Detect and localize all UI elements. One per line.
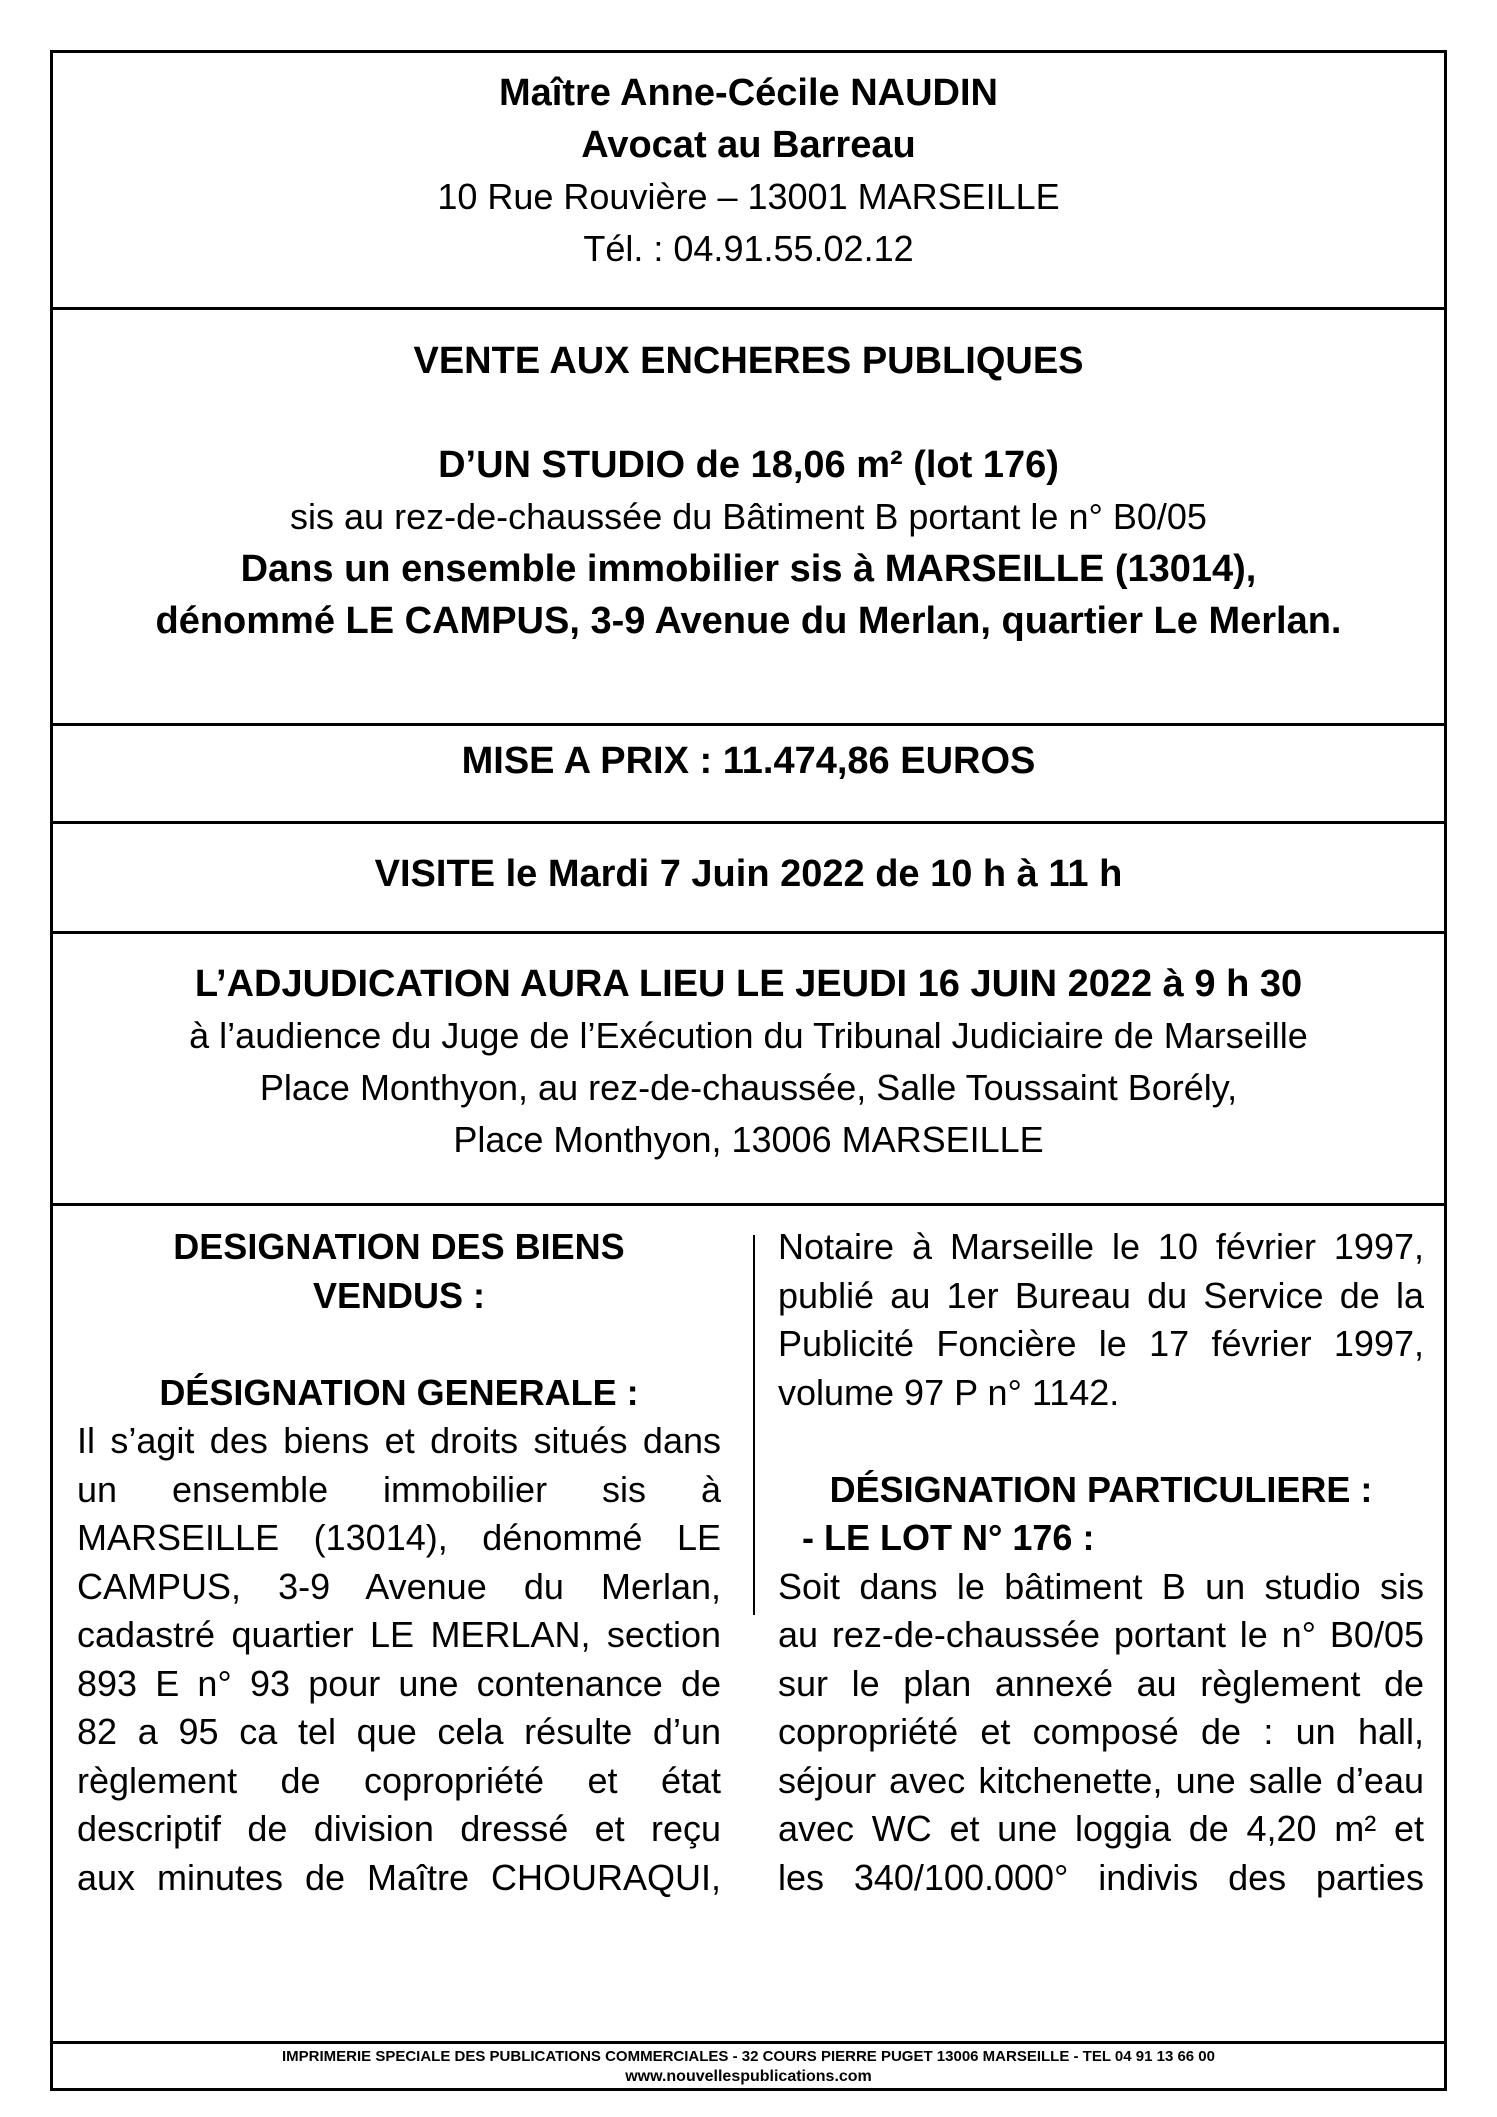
body-line: publié au 1er Bureau du Service de la [778,1274,1424,1316]
divider [53,723,1444,726]
body-line: un ensemble immobilier sis à [77,1468,721,1510]
starting-price: MISE A PRIX : 11.474,86 EUROS [461,740,1036,782]
property-location: sis au rez-de-chaussée du Bâtiment B portant le n° B0/05 [290,496,1207,537]
lawyer-name: Maître Anne-Cécile NAUDIN [498,72,998,114]
divider [53,1203,1444,1206]
left-column [77,1223,721,1902]
adjudication-section [53,958,1444,1166]
particular-designation-heading: DÉSIGNATION PARTICULIERE : [829,1468,1373,1510]
visit-section [53,848,1444,900]
sale-section [53,335,1444,647]
body-line: séjour avec kitchenette, une salle d’eau [778,1759,1424,1801]
sale-heading: VENTE AUX ENCHERES PUBLIQUES [413,340,1084,382]
divider [53,931,1444,934]
body-line: sur le plan annexé au règlement de [778,1662,1424,1704]
printer-info: IMPRIMERIE SPECIALE DES PUBLICATIONS COMMERCIALES - 32 COURS PIERRE PUGET 13006 MARSEILLE - TEL 04 91 13 66 00 [282,2048,1215,2065]
body-line: CAMPUS, 3-9 Avenue du Merlan, [77,1565,721,1607]
lot-number: - LE LOT N° 176 : [802,1517,1095,1558]
printer-footer [53,2047,1444,2087]
price-section [53,735,1444,787]
body-line: Soit dans le bâtiment B un studio sis [778,1565,1424,1607]
designation-heading-2: VENDUS : [312,1274,486,1316]
body-line: aux minutes de Maître CHOURAQUI, [77,1856,721,1898]
adjudication-line-1: à l’audience du Juge de l’Exécution du Tribunal Judiciaire de Marseille [189,1015,1308,1056]
body-line: volume 97 P n° 1142. [778,1371,1120,1413]
body-line: avec WC et une loggia de 4,20 m² et [778,1808,1424,1849]
body-line: les 340/100.000° indivis des parties [778,1856,1424,1898]
adjudication-line-3: Place Monthyon, 13006 MARSEILLE [453,1119,1044,1160]
adjudication-line-2: Place Monthyon, au rez-de-chaussée, Salle Toussaint Borély, [259,1067,1238,1108]
body-line: descriptif de division dressé et reçu [77,1808,721,1849]
printer-website[interactable]: www.nouvellespublications.com [625,2068,872,2085]
notice-frame [50,50,1447,2091]
body-line: copropriété et composé de : un hall, [778,1711,1424,1752]
lawyer-title: Avocat au Barreau [581,124,916,166]
adjudication-heading: L’ADJUDICATION AURA LIEU LE JEUDI 16 JUIN 2022 à 9 h 30 [194,963,1303,1005]
lawyer-address: 10 Rue Rouvière – 13001 MARSEILLE [437,176,1060,217]
divider [53,2041,1444,2044]
body-line: Il s’agit des biens et droits situés dans [77,1420,721,1461]
right-column [778,1223,1424,1902]
body-line: 82 a 95 ca tel que cela résulte d’un [77,1711,721,1752]
body-line: Publicité Foncière le 17 février 1997, [778,1323,1424,1364]
divider [53,307,1444,310]
lawyer-header [53,67,1444,275]
divider [53,821,1444,824]
visit-date: VISITE le Mardi 7 Juin 2022 de 10 h à 11 h [374,853,1123,895]
column-divider [753,1235,755,1615]
lawyer-phone: Tél. : 04.91.55.02.12 [583,228,914,269]
body-line: cadastré quartier LE MERLAN, section [77,1614,721,1655]
designation-heading-1: DESIGNATION DES BIENS [173,1226,625,1267]
body-line: Notaire à Marseille le 10 février 1997, [778,1226,1424,1267]
body-line: MARSEILLE (13014), dénommé LE [77,1517,721,1558]
general-designation-heading: DÉSIGNATION GENERALE : [159,1371,639,1413]
body-line: règlement de copropriété et état [77,1759,721,1801]
property-title: D’UN STUDIO de 18,06 m² (lot 176) [438,444,1059,486]
complex-line-2: dénommé LE CAMPUS, 3-9 Avenue du Merlan, quartier Le Merlan. [155,600,1342,642]
body-line: au rez-de-chaussée portant le n° B0/05 [778,1614,1424,1655]
body-line: 893 E n° 93 pour une contenance de [77,1662,721,1704]
complex-line-1: Dans un ensemble immobilier sis à MARSEILLE (13014), [240,548,1257,590]
